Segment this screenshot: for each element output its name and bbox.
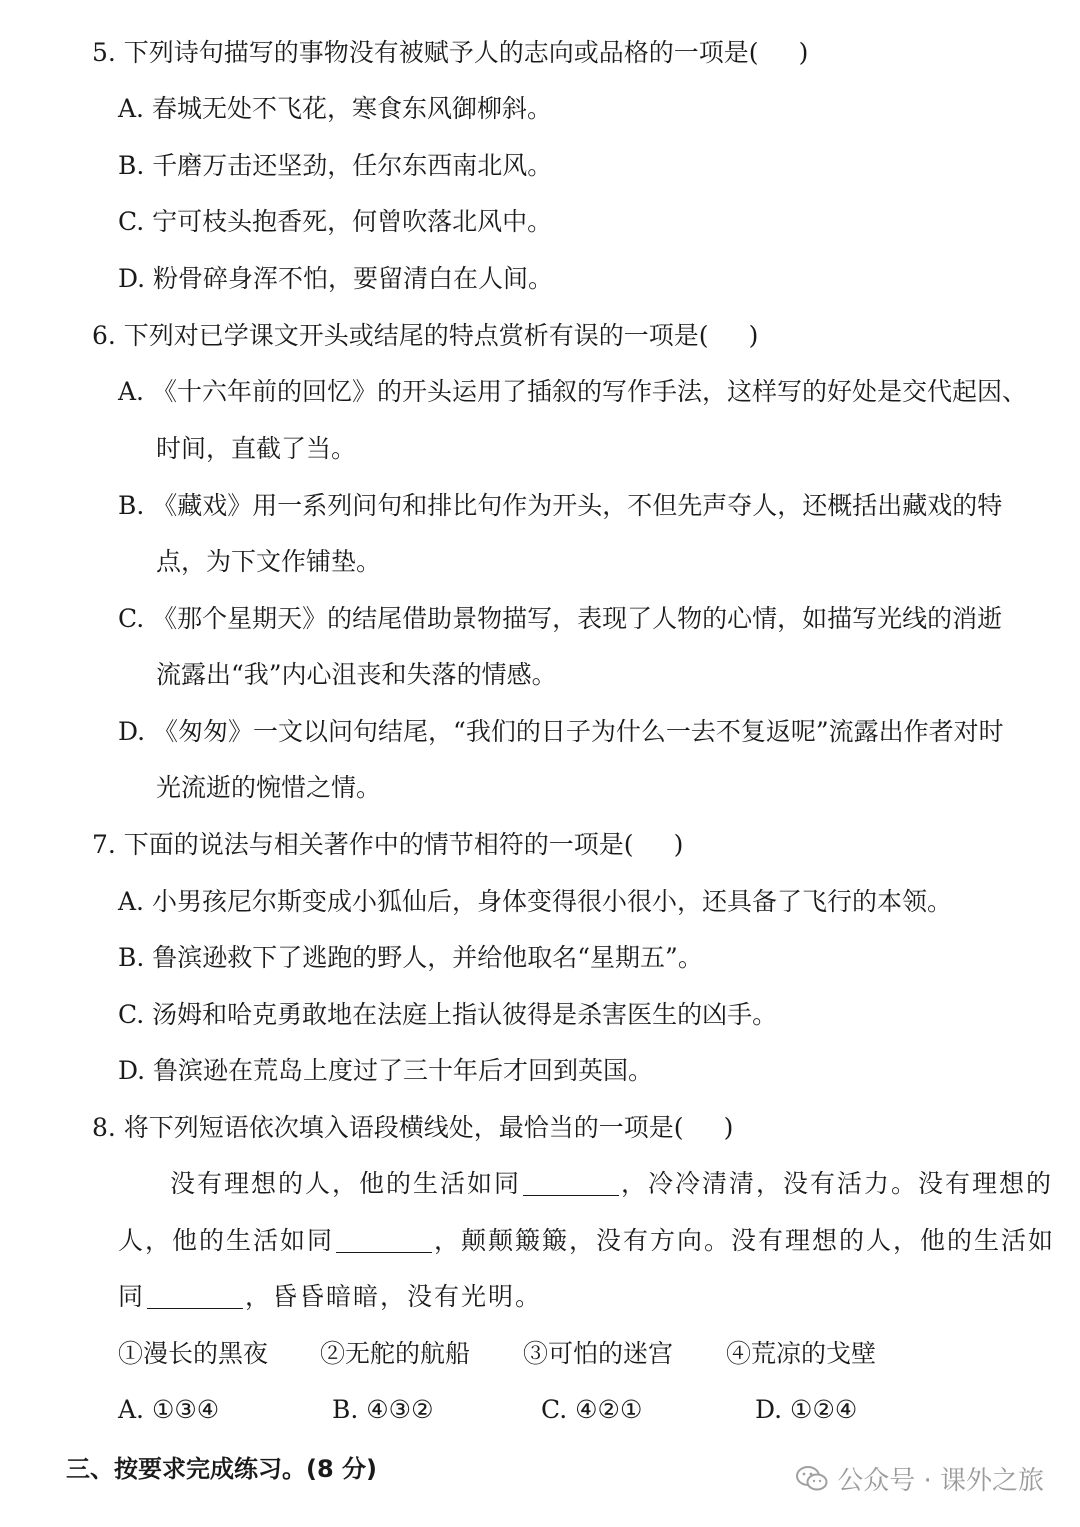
wechat-icon xyxy=(795,1465,829,1493)
passage-line-2 xyxy=(118,1224,1055,1258)
question-7-option-c: C. 汤姆和哈克勇敢地在法庭上指认彼得是杀害医生的凶手。 xyxy=(118,1000,778,1029)
question-6-option-b-line1: B. 《藏戏》用一系列问句和排比句作为开头，不但先声夺人，还概括出藏戏的特 xyxy=(118,491,1003,520)
phrase-1: ①漫长的黑夜 xyxy=(118,1339,269,1368)
question-stem-text: 6. 下列对已学课文开头或结尾的特点赏析有误的一项是( xyxy=(92,321,709,350)
question-6-option-a-line2: 时间，直截了当。 xyxy=(156,434,357,463)
paren-close: ) xyxy=(748,321,759,350)
passage-text: 人，他的生活如同 xyxy=(118,1226,335,1255)
question-7-stem xyxy=(92,828,683,862)
question-8-option-d: D. ①②④ xyxy=(755,1395,858,1424)
passage-line-3 xyxy=(118,1280,542,1314)
question-8-stem xyxy=(92,1111,733,1145)
passage-line-1 xyxy=(170,1167,1053,1201)
passage-text: ，颠颠簸簸，没有方向。没有理想的人，他的生活如 xyxy=(434,1226,1056,1255)
passage-text: ，冷冷清清，没有活力。没有理想的 xyxy=(621,1169,1054,1198)
question-6-option-b-line2: 点，为下文作铺垫。 xyxy=(156,547,382,576)
fill-blank-2[interactable] xyxy=(336,1228,432,1253)
passage-text: ，昏昏暗暗，没有光明。 xyxy=(245,1282,543,1311)
question-7-option-a: A. 小男孩尼尔斯变成小狐仙后，身体变得很小很小，还具备了飞行的本领。 xyxy=(118,887,952,916)
question-8-option-b: B. ④③② xyxy=(332,1395,434,1424)
phrase-4: ④荒凉的戈壁 xyxy=(726,1339,877,1368)
question-5-option-d: D. 粉骨碎身浑不怕，要留清白在人间。 xyxy=(118,264,554,293)
watermark-text: 公众号 · 课外之旅 xyxy=(837,1466,1044,1496)
phrase-3: ③可怕的迷宫 xyxy=(523,1339,674,1368)
paren-close: ) xyxy=(723,1113,734,1142)
fill-blank-3[interactable] xyxy=(147,1284,243,1309)
section-3-heading: 三、按要求完成练习。(8 分) xyxy=(66,1455,377,1483)
question-6-option-d-line2: 光流逝的惋惜之情。 xyxy=(156,773,382,802)
question-8-option-c: C. ④②① xyxy=(541,1395,643,1424)
question-6-option-c-line1: C. 《那个星期天》的结尾借助景物描写，表现了人物的心情，如描写光线的消逝 xyxy=(118,604,1003,633)
question-8-option-a: A. ①③④ xyxy=(118,1395,220,1424)
question-6-option-c-line2: 流露出“我”内心沮丧和失落的情感。 xyxy=(156,660,557,689)
question-5-option-b: B. 千磨万击还坚劲，任尔东西南北风。 xyxy=(118,151,553,180)
question-5-option-c: C. 宁可枝头抱香死，何曾吹落北风中。 xyxy=(118,207,553,236)
question-6-option-a-line1: A. 《十六年前的回忆》的开头运用了插叙的写作手法，这样写的好处是交代起因、 xyxy=(118,377,1027,406)
question-stem-text: 7. 下面的说法与相关著作中的情节相符的一项是( xyxy=(92,830,634,859)
paren-close: ) xyxy=(798,38,809,67)
question-7-option-d: D. 鲁滨逊在荒岛上度过了三十年后才回到英国。 xyxy=(118,1056,654,1085)
question-7-option-b: B. 鲁滨逊救下了逃跑的野人，并给他取名“星期五”。 xyxy=(118,943,703,972)
passage-text: 没有理想的人，他的生活如同 xyxy=(170,1169,522,1198)
question-5-stem xyxy=(92,36,808,70)
question-stem-text: 8. 将下列短语依次填入语段横线处，最恰当的一项是( xyxy=(92,1113,684,1142)
watermark xyxy=(795,1460,1044,1497)
phrase-2: ②无舵的航船 xyxy=(320,1339,471,1368)
question-stem-text: 5. 下列诗句描写的事物没有被赋予人的志向或品格的一项是( xyxy=(92,38,759,67)
question-6-option-d-line1: D. 《匆匆》一文以问句结尾，“我们的日子为什么一去不复返呢”流露出作者对时 xyxy=(118,717,1004,746)
passage-text: 同 xyxy=(118,1282,146,1311)
paren-close: ) xyxy=(673,830,684,859)
question-6-stem xyxy=(92,319,758,353)
question-5-option-a: A. 春城无处不飞花，寒食东风御柳斜。 xyxy=(118,94,552,123)
fill-blank-1[interactable] xyxy=(523,1171,619,1196)
